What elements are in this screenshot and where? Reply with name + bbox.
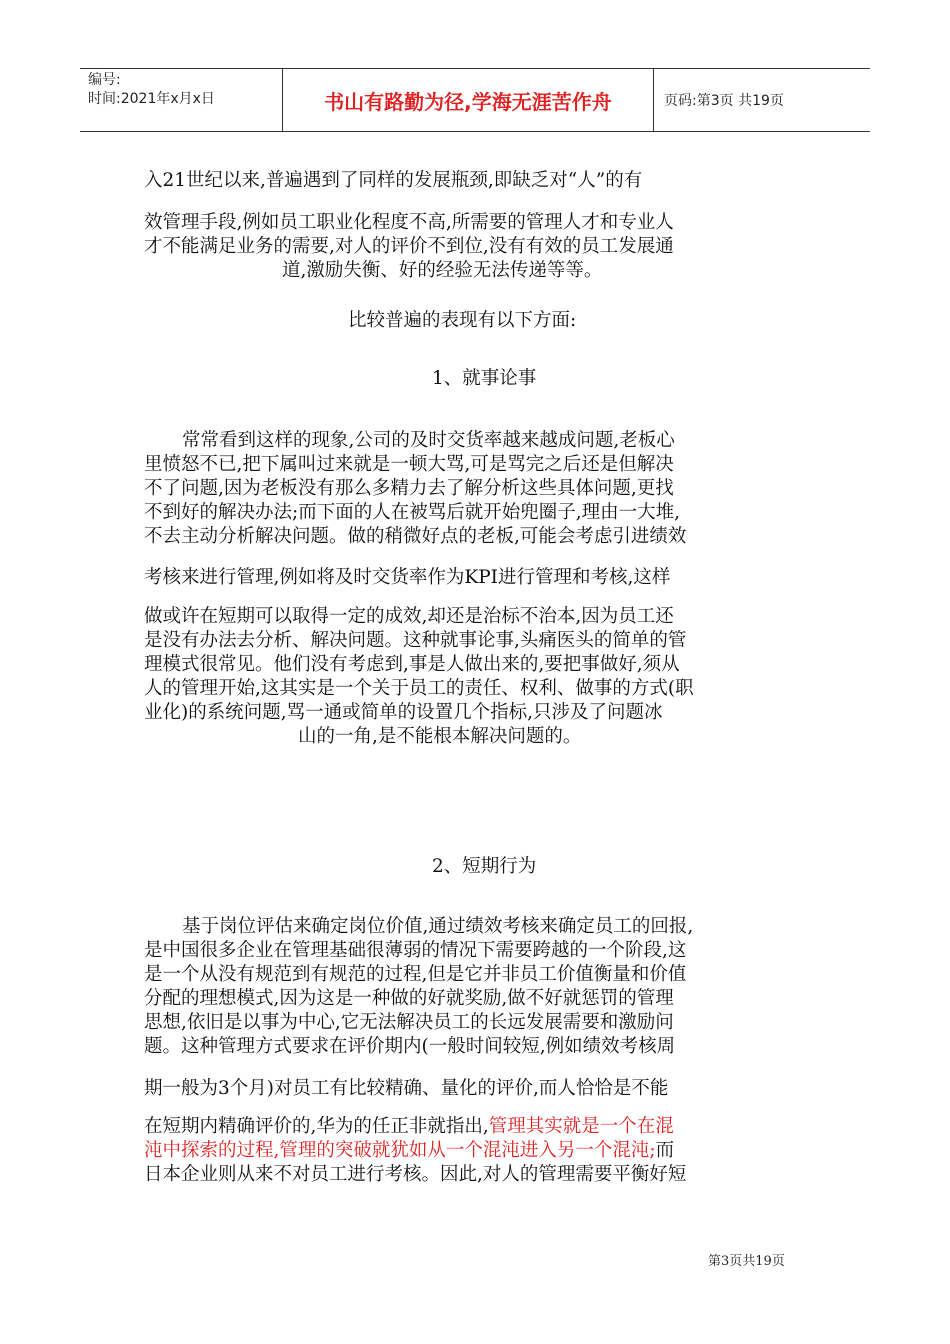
text-line: 是一个从没有规范到有规范的过程,但是它并非员工价值衡量和价值 [144,964,687,985]
text-line: 分配的理想模式,因为这是一种做的好就奖励,做不好就惩罚的管理 [144,988,674,1009]
text-line: 入21世纪以来,普遍遇到了同样的发展瓶颈,即缺乏对“人”的有 [144,170,643,191]
text-line: 里愤怒不已,把下属叫过来就是一顿大骂,可是骂完之后还是但解决 [144,454,674,475]
time-label: 时间:2021年x月x日 [88,91,215,107]
page-footer: 第3页共19页 [708,1254,785,1269]
text-line: 人的管理开始,这其实是一个关于员工的责任、权利、做事的方式(职 [144,678,694,699]
text-line: 基于岗位评估来确定岗位价值,通过绩效考核来确定员工的回报, [182,916,694,937]
text-line: 理模式很常见。他们没有考虑到,事是人做出来的,要把事做好,须从 [144,654,680,675]
text-line: 日本企业则从来不对员工进行考核。因此,对人的管理需要平衡好短 [144,1164,687,1185]
text-line [144,1112,674,1138]
text-line: 不去主动分析解决问题。做的稍微好点的老板,可能会考虑引进绩效 [144,526,687,547]
page-header [80,68,870,132]
text-line: 道,激励失衡、好的经验无法传递等等。 [282,260,603,281]
text-run: 在短期内精确评价的,华为的任正非就指出, [144,1116,489,1137]
header-meta [80,69,282,131]
text-line: 是中国很多企业在管理基础很薄弱的情况下需要跨越的一个阶段,这 [144,940,687,961]
text-run: 而 [655,1140,675,1161]
header-motto: 书山有路勤为径,学海无涯苦作舟 [282,69,654,131]
section-heading: 2、短期行为 [432,856,537,877]
text-line: 期一般为3个月)对员工有比较精确、量化的评价,而人恰恰是不能 [144,1078,669,1099]
text-line: 题。这种管理方式要求在评价期内(一般时间较短,例如绩效考核周 [144,1036,676,1057]
highlighted-quote: 沌中探索的过程,管理的突破就犹如从一个混沌进入另一个混沌; [144,1140,656,1161]
highlighted-quote: 管理其实就是一个在混 [488,1116,674,1137]
text-line: 效管理手段,例如员工职业化程度不高,所需要的管理人才和专业人 [144,212,674,233]
text-line: 比较普遍的表现有以下方面: [348,310,577,331]
text-line: 做或许在短期可以取得一定的成效,却还是治标不治本,因为员工还 [144,606,674,627]
text-line: 常常看到这样的现象,公司的及时交货率越来越成问题,老板心 [182,430,675,451]
text-line: 思想,依旧是以事为中心,它无法解决员工的长远发展需要和激励问 [144,1012,674,1033]
section-heading: 1、就事论事 [432,368,537,389]
text-line: 是没有办法去分析、解决问题。这种就事论事,头痛医头的简单的管 [144,630,687,651]
text-line: 业化)的系统问题,骂一通或简单的设置几个指标,只涉及了问题冰 [144,702,663,723]
text-line: 不了问题,因为老板没有那么多精力去了解分析这些具体问题,更找 [144,478,674,499]
text-line: 山的一角,是不能根本解决问题的。 [298,726,582,747]
text-line: 不到好的解决办法;而下面的人在被骂后就开始兜圈子,理由一大堆, [144,502,680,523]
header-page-info: 页码:第3页 共19页 [664,93,784,109]
text-line [144,1136,674,1162]
number-label: 编号: [88,72,121,88]
text-line: 才不能满足业务的需要,对人的评价不到位,没有有效的员工发展通 [144,236,674,257]
text-line: 考核来进行管理,例如将及时交货率作为KPI进行管理和考核,这样 [144,567,671,588]
